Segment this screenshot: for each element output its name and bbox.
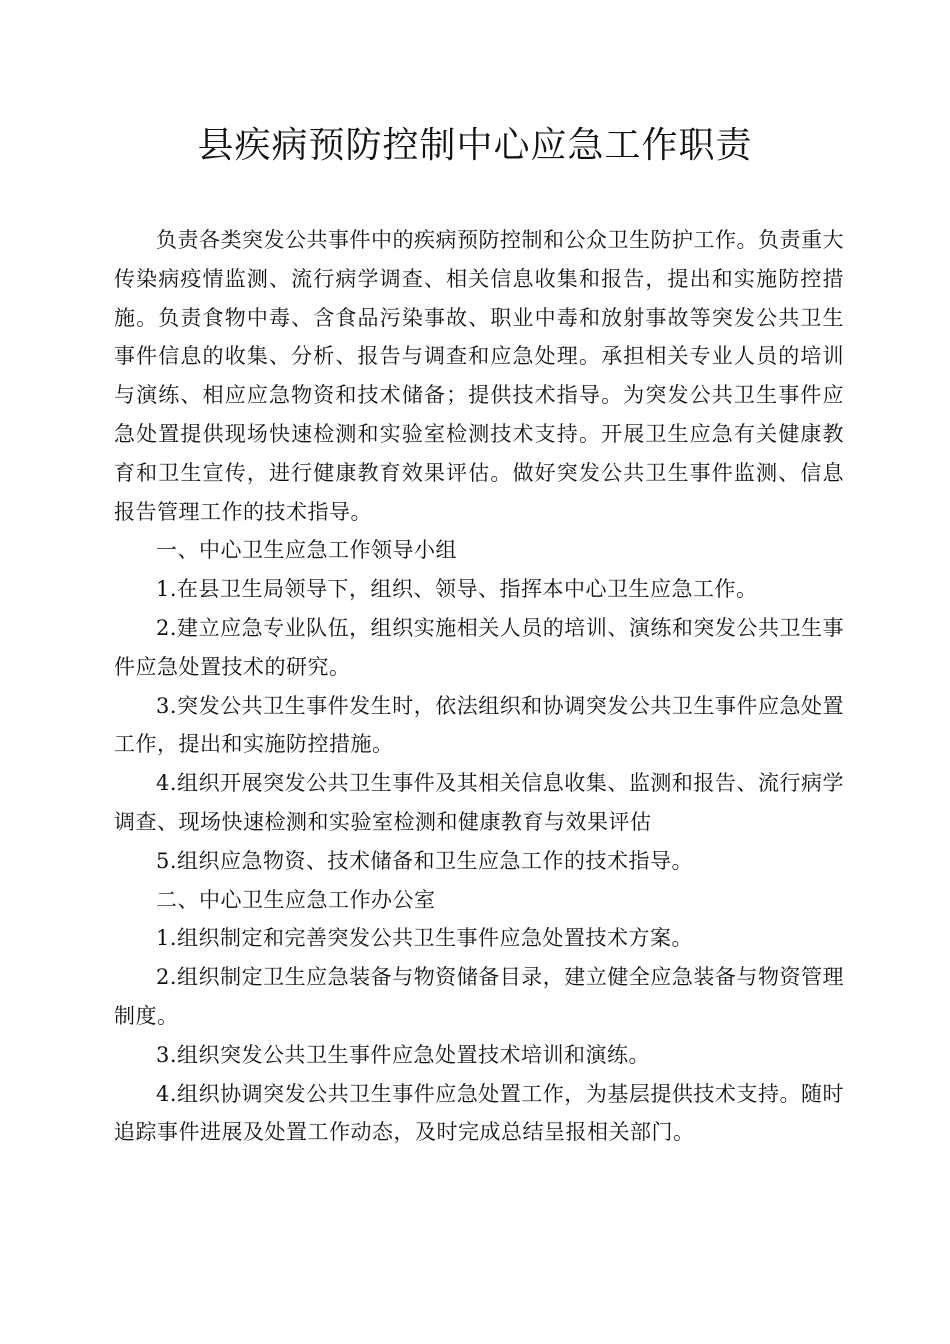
- leadership-item-1: 1.在县卫生局领导下，组织、领导、指挥本中心卫生应急工作。: [156, 577, 758, 602]
- section-heading-leadership-group: 一、中心卫生应急工作领导小组: [156, 538, 457, 563]
- leadership-item-4: 4.组织开展突发公共卫生事件及其相关信息收集、监测和报告、流行病学调查、现场快速检测和实验室检测和健康教育与效果评估: [114, 771, 844, 834]
- office-item-3: 3.组织突发公共卫生事件应急处置技术培训和演练。: [156, 1042, 651, 1067]
- intro-paragraph: 负责各类突发公共事件中的疾病预防控制和公众卫生防护工作。负责重大传染病疫情监测、流行病学调查、相关信息收集和报告，提出和实施防控措施。负责食物中毒、含食品污染事故、职业中毒和放射事故等突发公共卫生事件信息的收集、分析、报告与调查和应急处理。承担相关专业人员的培训与演练、相应应急物资和技术储备；提供技术指导。为突发公共卫生事件应急处置提供现场快速检测和实验室检测技术支持。开展卫生应急有关健康教育和卫生宣传，进行健康教育效果评估。做好突发公共卫生事件监测、信息报告管理工作的技术指导。: [114, 228, 844, 524]
- section-heading-office: 二、中心卫生应急工作办公室: [156, 887, 436, 912]
- document-title: 县疾病预防控制中心应急工作职责: [197, 125, 753, 166]
- office-item-2: 2.组织制定卫生应急装备与物资储备目录，建立健全应急装备与物资管理制度。: [114, 965, 844, 1028]
- leadership-item-5: 5.组织应急物资、技术储备和卫生应急工作的技术指导。: [156, 848, 694, 873]
- document-body: [114, 221, 844, 1152]
- leadership-item-2: 2.建立应急专业队伍，组织实施相关人员的培训、演练和突发公共卫生事件应急处置技术的研究。: [114, 615, 844, 679]
- office-item-1: 1.组织制定和完善突发公共卫生事件应急处置技术方案。: [156, 926, 694, 951]
- office-item-4: 4.组织协调突发公共卫生事件应急处置工作，为基层提供技术支持。随时追踪事件进展及处置工作动态，及时完成总结呈报相关部门。: [114, 1081, 844, 1145]
- leadership-item-3: 3.突发公共卫生事件发生时，依法组织和协调突发公共卫生事件应急处置工作，提出和实施防控措施。: [114, 693, 844, 757]
